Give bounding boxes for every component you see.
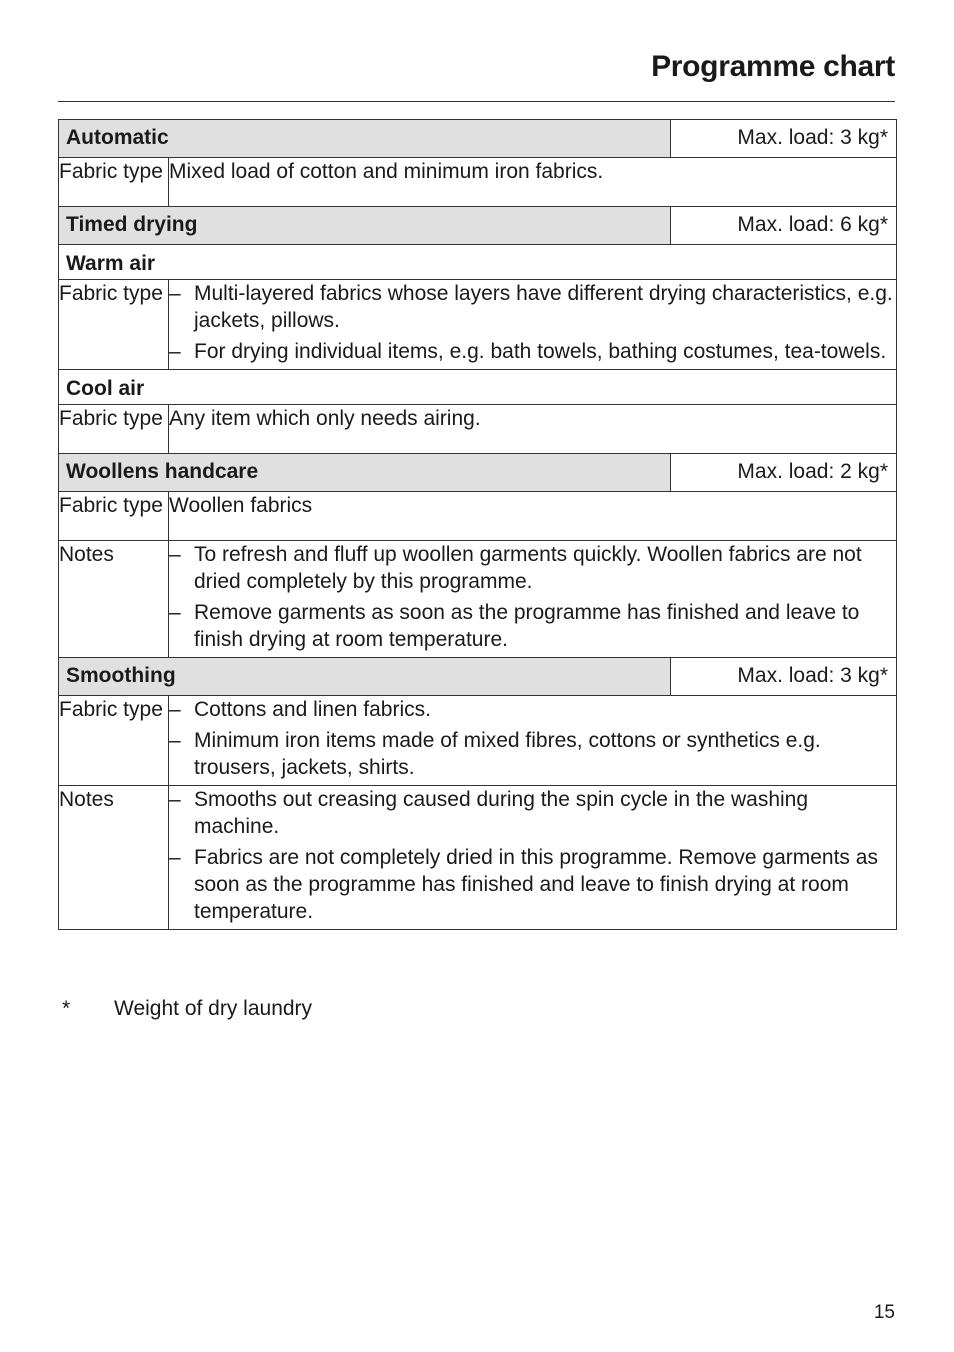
fabric-type-text: Mixed load of cotton and minimum iron fabrics.: [169, 158, 897, 207]
programme-chart-table: [58, 119, 897, 930]
programme-header-automatic: [59, 120, 897, 158]
table-row: [59, 786, 897, 930]
list-item: – Minimum iron items made of mixed fibres, cottons or synthetics e.g. trousers, jackets, shirts.: [169, 727, 896, 781]
table-row: [59, 541, 897, 658]
row-label: Fabric type: [59, 158, 169, 207]
footnote-text: Weight of dry laundry: [114, 997, 313, 1020]
max-load: Max. load: 2 kg*: [671, 454, 897, 492]
fabric-type-text: Woollen fabrics: [169, 492, 897, 541]
fabric-type-text: Any item which only needs airing.: [169, 405, 897, 454]
list-item: – Remove garments as soon as the programme has finished and leave to finish drying at room temperature.: [169, 599, 896, 653]
table-row: [59, 696, 897, 786]
notes-list: [169, 786, 896, 925]
table-row: [59, 158, 897, 207]
table-row: [59, 405, 897, 454]
programme-header-timed-drying: [59, 207, 897, 245]
programme-name: Woollens handcare: [59, 454, 671, 492]
programme-name: Timed drying: [59, 207, 671, 245]
max-load: Max. load: 3 kg*: [671, 658, 897, 696]
sub-header-warm-air: [59, 245, 897, 280]
row-label: Notes: [59, 541, 169, 658]
programme-name: Automatic: [59, 120, 671, 158]
footnote-mark: *: [62, 997, 71, 1020]
list-item: – For drying individual items, e.g. bath towels, bathing costumes, tea-towels.: [169, 338, 896, 365]
max-load: Max. load: 6 kg*: [671, 207, 897, 245]
page-number: 15: [873, 1302, 895, 1323]
programme-name: Smoothing: [59, 658, 671, 696]
programme-header-smoothing: [59, 658, 897, 696]
fabric-type-list: [169, 696, 896, 781]
list-item: – Cottons and linen fabrics.: [169, 696, 896, 723]
list-item: – Fabrics are not completely dried in this programme. Remove garments as soon as the programme has finished and leave to finish drying at room temperature.: [169, 844, 896, 925]
table-row: [59, 492, 897, 541]
row-label: Fabric type: [59, 492, 169, 541]
title-divider: [58, 101, 895, 102]
sub-programme-name: Warm air: [59, 245, 897, 280]
page-title: Programme chart: [651, 50, 895, 83]
list-item: – To refresh and fluff up woollen garments quickly. Woollen fabrics are not dried completely by this programme.: [169, 541, 896, 595]
sub-programme-name: Cool air: [59, 370, 897, 405]
list-item: – Smooths out creasing caused during the spin cycle in the washing machine.: [169, 786, 896, 840]
notes-list: [169, 541, 896, 653]
list-item: – Multi-layered fabrics whose layers have different drying characteristics, e.g. jackets, pillows.: [169, 280, 896, 334]
row-label: Fabric type: [59, 280, 169, 370]
row-label: Fabric type: [59, 696, 169, 786]
footnote: [58, 995, 312, 1022]
max-load: Max. load: 3 kg*: [671, 120, 897, 158]
table-row: [59, 280, 897, 370]
programme-header-woollens: [59, 454, 897, 492]
row-label: Fabric type: [59, 405, 169, 454]
sub-header-cool-air: [59, 370, 897, 405]
fabric-type-list: [169, 280, 896, 365]
row-label: Notes: [59, 786, 169, 930]
